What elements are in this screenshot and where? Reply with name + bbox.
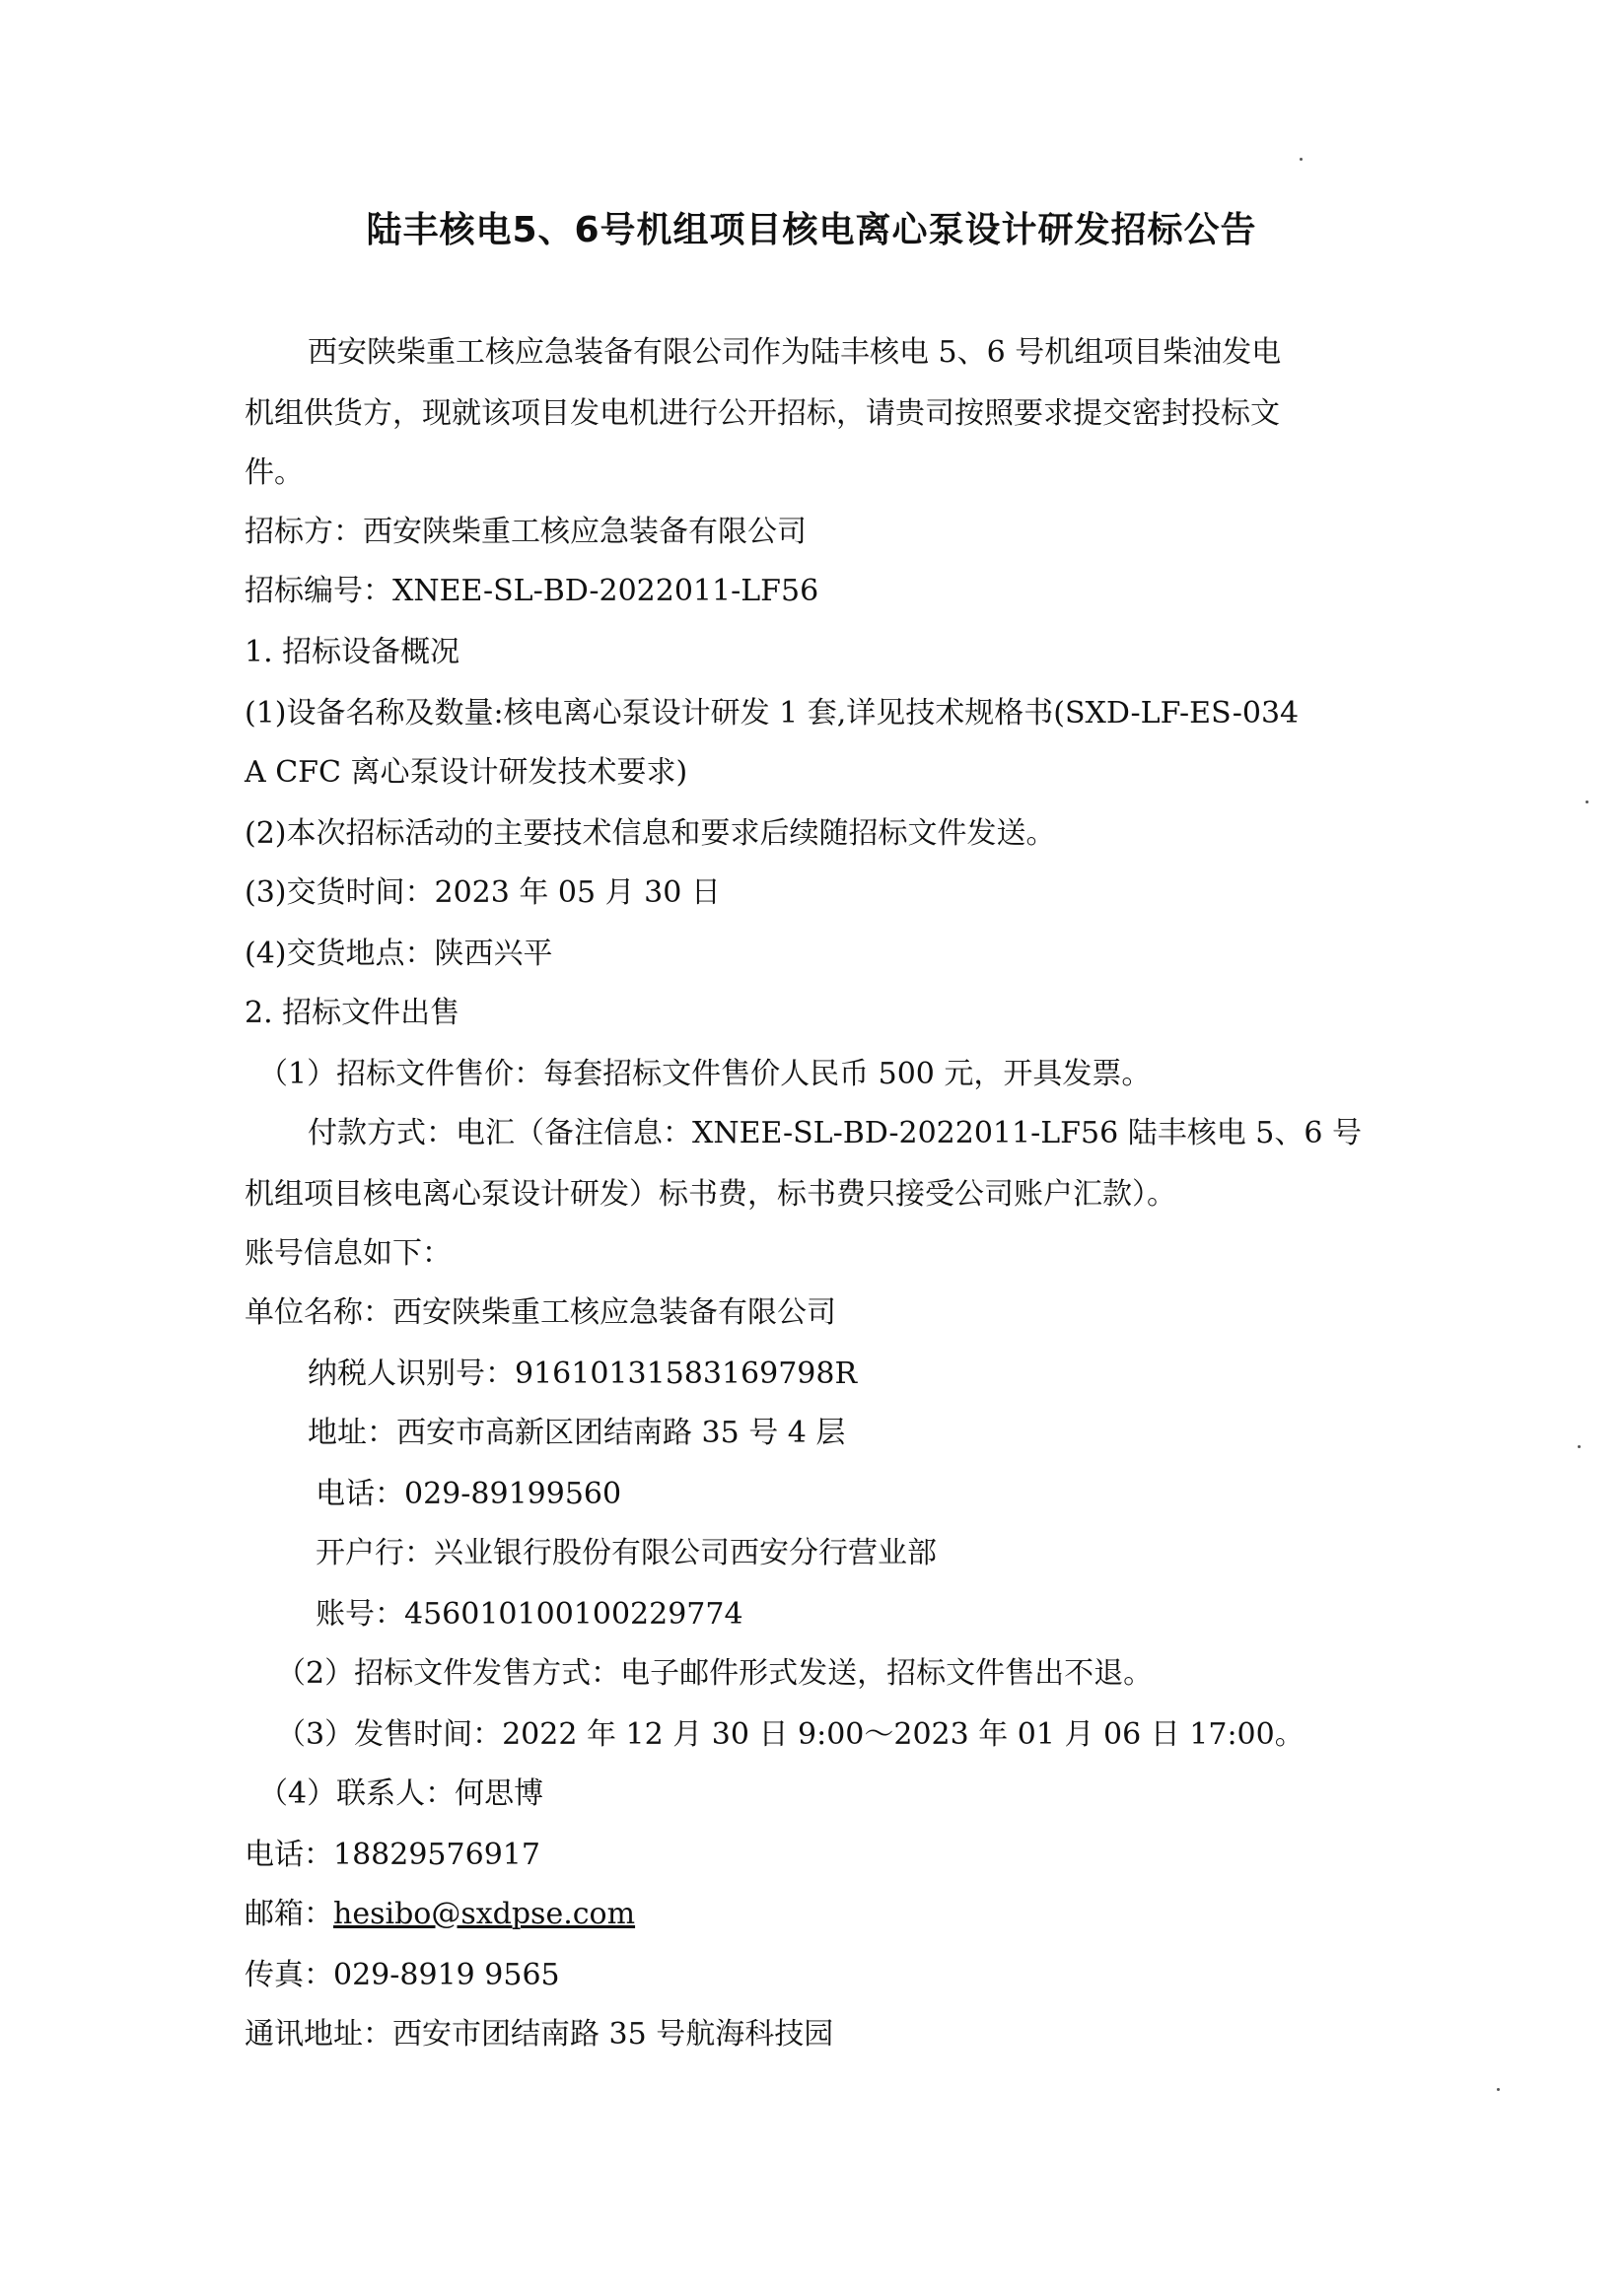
intro-line-3: 件。: [245, 455, 304, 490]
payment-line-2: 机组项目核电离心泵设计研发）标书费，标书费只接受公司账户汇款）。: [245, 1177, 1176, 1212]
bank-phone: 电话：029-89199560: [316, 1477, 622, 1511]
account-intro: 账号信息如下：: [245, 1236, 452, 1271]
section-2-item-1: （1）招标文件售价：每套招标文件售价人民币 500 元，开具发票。: [258, 1057, 1152, 1091]
tax-id: 纳税人识别号：91610131583169798R: [308, 1357, 858, 1391]
scan-speck: [1497, 2088, 1500, 2091]
section-1-heading: 1. 招标设备概况: [245, 635, 460, 669]
section-2-heading: 2. 招标文件出售: [245, 996, 460, 1030]
scan-speck: [1586, 800, 1588, 803]
payment-line-1: 付款方式：电汇（备注信息：XNEE-SL-BD-2022011-LF56 陆丰核电 5、6 号: [308, 1116, 1362, 1150]
tender-number: 招标编号：XNEE-SL-BD-2022011-LF56: [245, 574, 819, 608]
section-2-item-2: （2）招标文件发售方式：电子邮件形式发送，招标文件售出不退。: [276, 1656, 1154, 1691]
section-1-item-4: (4)交货地点：陕西兴平: [245, 937, 553, 971]
contact-email-link[interactable]: hesibo@sxdpse.com: [333, 1897, 636, 1931]
bank-name: 开户行：兴业银行股份有限公司西安分行营业部: [316, 1536, 937, 1570]
intro-line-1: 西安陕柴重工核应急装备有限公司作为陆丰核电 5、6 号机组项目柴油发电: [308, 335, 1282, 370]
tenderer: 招标方：西安陕柴重工核应急装备有限公司: [245, 515, 807, 549]
section-1-item-1: (1)设备名称及数量:核电离心泵设计研发 1 套,详见技术规格书(SXD-LF-ES-034: [245, 696, 1300, 731]
section-2-item-3: （3）发售时间：2022 年 12 月 30 日 9:00～2023 年 01 月 06 日 17:00。: [276, 1717, 1305, 1752]
contact-address: 通讯地址：西安市团结南路 35 号航海科技园: [245, 2017, 834, 2052]
contact-email-label: 邮箱：: [245, 1897, 333, 1931]
page-title: 陆丰核电5、6号机组项目核电离心泵设计研发招标公告: [366, 210, 1257, 250]
account-number: 账号：456010100100229774: [316, 1597, 743, 1632]
unit-name: 单位名称：西安陕柴重工核应急装备有限公司: [245, 1295, 836, 1330]
contact-fax: 传真：029-8919 9565: [245, 1958, 560, 1992]
scan-speck: [1578, 1445, 1581, 1448]
contact-phone: 电话：18829576917: [245, 1838, 540, 1872]
section-1-item-2: (2)本次招标活动的主要技术信息和要求后续随招标文件发送。: [245, 816, 1056, 851]
intro-line-2: 机组供货方，现就该项目发电机进行公开招标，请贵司按照要求提交密封投标文: [245, 396, 1280, 431]
bank-address: 地址：西安市高新区团结南路 35 号 4 层: [308, 1416, 846, 1450]
contact-email-row: [245, 1895, 635, 1934]
section-2-item-4: （4）联系人：何思博: [258, 1776, 544, 1811]
section-1-item-3: (3)交货时间：2023 年 05 月 30 日: [245, 875, 721, 910]
section-1-item-1-cont: A CFC 离心泵设计研发技术要求): [245, 755, 688, 790]
scan-speck: [1300, 158, 1303, 161]
